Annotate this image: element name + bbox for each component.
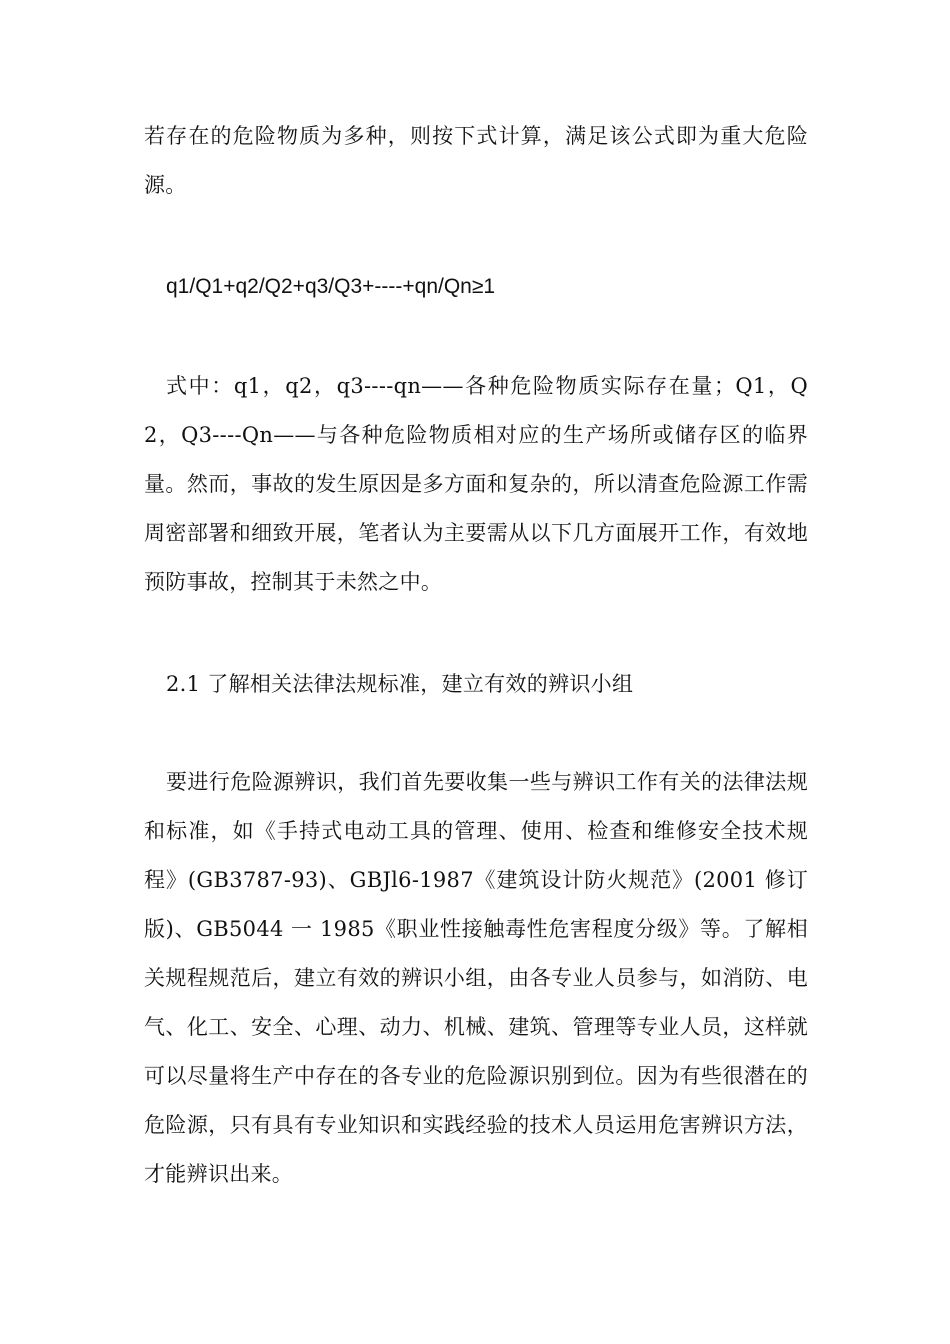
formula-line: q1/Q1+q2/Q2+q3/Q3+----+qn/Qn≥1 (166, 275, 496, 298)
intro-paragraph: 若存在的危险物质为多种，则按下式计算，满足该公式即为重大危险源。 (144, 124, 808, 197)
formula-explanation-paragraph: 式中：q1，q2，q3----qn——各种危险物质实际存在量；Q1，Q2，Q3----Qn——与各种危险物质相对应的生产场所或储存区的临界量。然而，事故的发生原因是多方面和复杂的，所以清查危险源工作需周密部署和细致开展，笔者认为主要需从以下几方面展开工作，有效地预防事故，控制其于未然之中。 (144, 374, 808, 594)
section-heading-2-1: 2.1 了解相关法律法规标准，建立有效的辨识小组 (166, 672, 634, 696)
body-paragraph: 要进行危险源辨识，我们首先要收集一些与辨识工作有关的法律法规和标准，如《手持式电动工具的管理、使用、检查和维修安全技术规程》(GB3787-93)、GBJl6-1987《建筑设计防火规范》(2001 修订版)、GB5044 一 1985《职业性接触毒性危害程度分级》等。了解相关规程规范后，建立有效的辨识小组，由各专业人员参与，如消防、电气、化工、安全、心理、动力、机械、建筑、管理等专业人员，这样就可以尽量将生产中存在的各专业的危险源识别到位。因为有些很潜在的危险源，只有具有专业知识和实践经验的技术人员运用危害辨识方法，才能辨识出来。 (144, 770, 808, 1186)
